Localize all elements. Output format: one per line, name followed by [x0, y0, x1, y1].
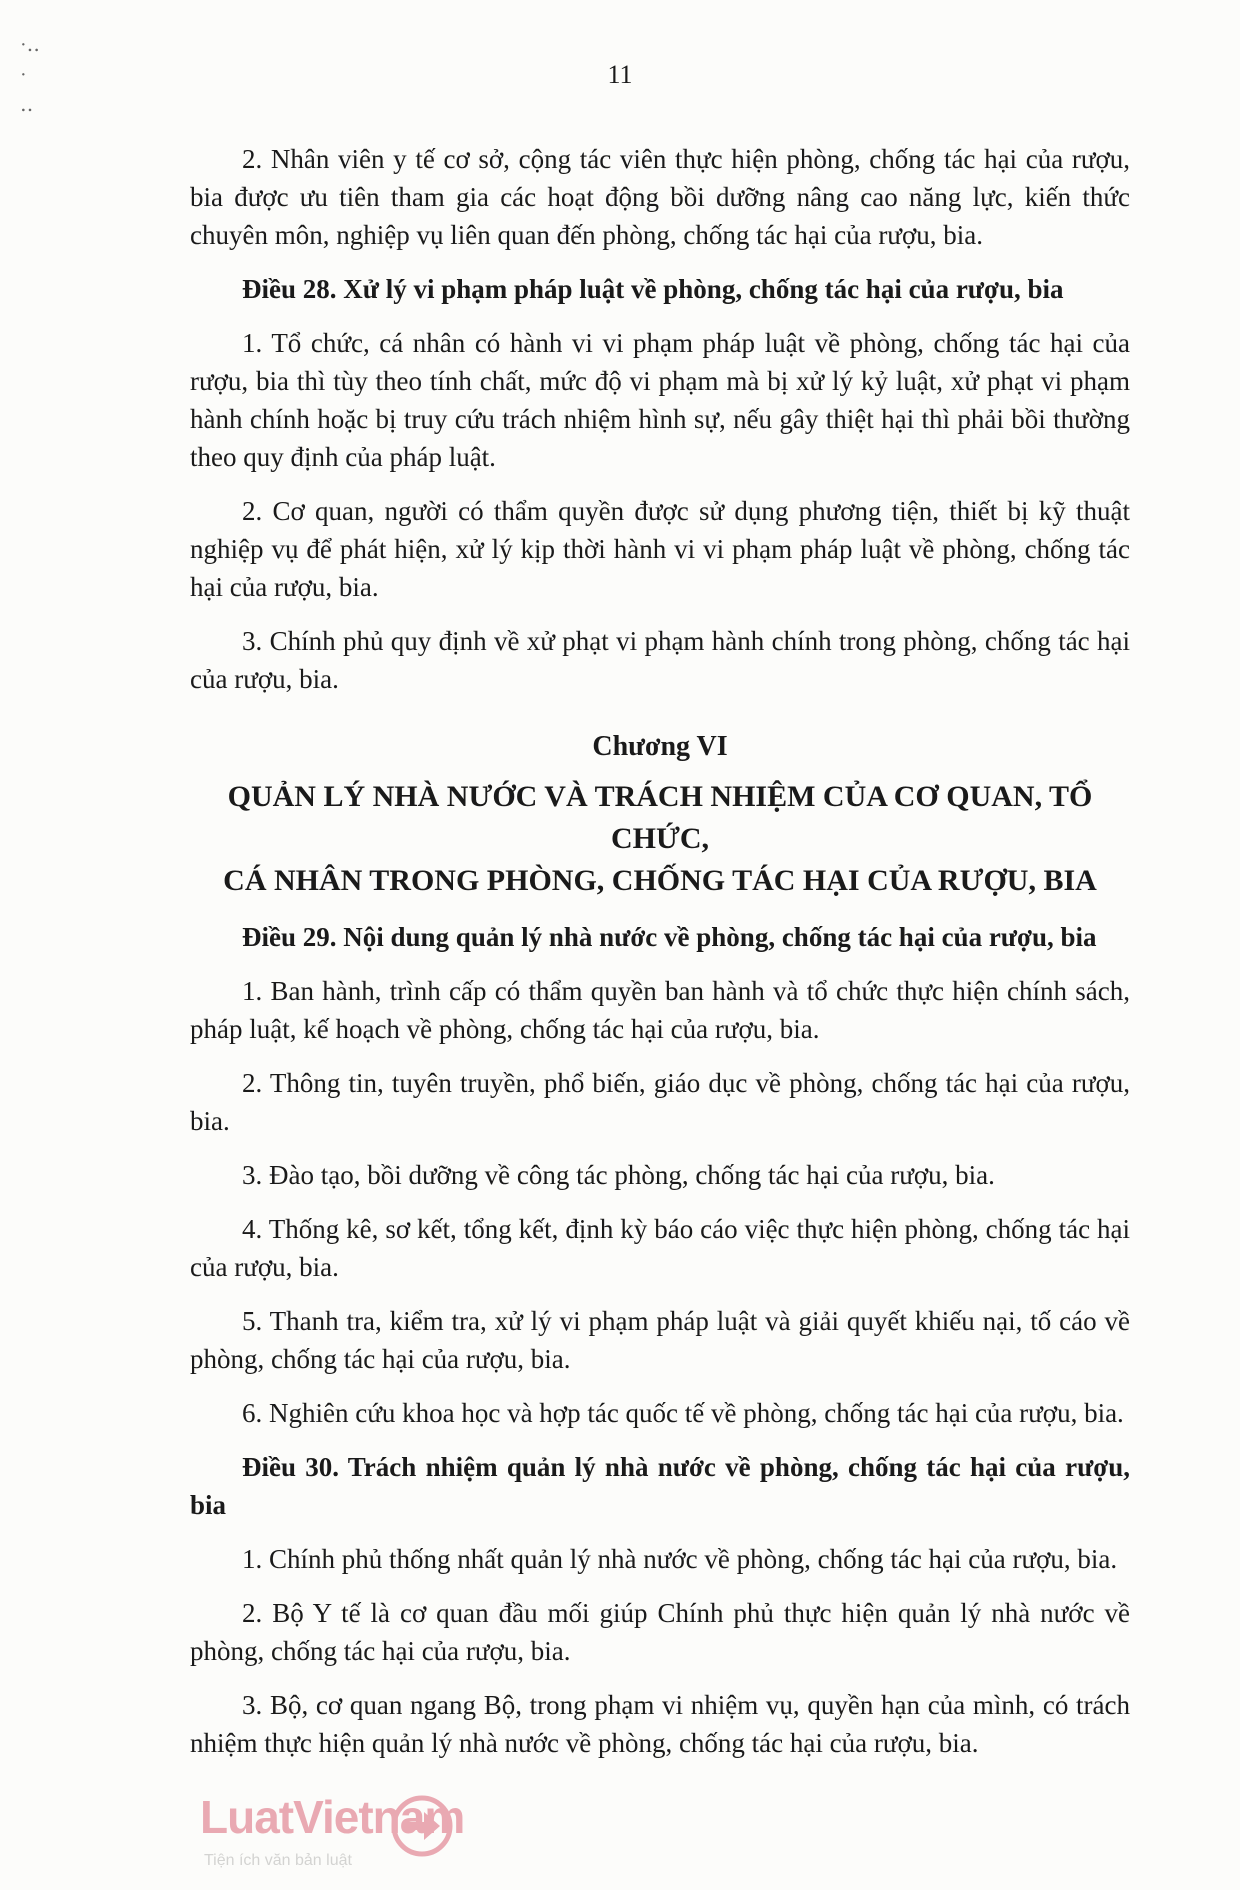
article-30-clause-3: 3. Bộ, cơ quan ngang Bộ, trong phạm vi nhiệm vụ, quyền hạn của mình, có trách nhiệm thực hiện quản lý nhà nước về phòng, chống tác hại của rượu, bia. [190, 1690, 1130, 1758]
article-29-clause-2: 2. Thông tin, tuyên truyền, phổ biến, giáo dục về phòng, chống tác hại của rượu, bia. [190, 1068, 1130, 1136]
chapter-title [190, 776, 1130, 902]
article-28-clause-3: 3. Chính phủ quy định về xử phạt vi phạm hành chính trong phòng, chống tác hại của rượu, bia. [190, 626, 1130, 694]
chapter-title-line-2: CÁ NHÂN TRONG PHÒNG, CHỐNG TÁC HẠI CỦA RƯỢU, BIA [223, 864, 1097, 897]
article-29-clause-3: 3. Đào tạo, bồi dưỡng về công tác phòng, chống tác hại của rượu, bia. [242, 1160, 995, 1190]
watermark-tagline: Tiện ích văn bản luật [204, 1852, 352, 1869]
watermark-brand: LuatVietnam [200, 1791, 465, 1843]
article-30-clause-2: 2. Bộ Y tế là cơ quan đầu mối giúp Chính phủ thực hiện quản lý nhà nước về phòng, chống tác hại của rượu, bia. [190, 1598, 1130, 1666]
article-28-heading: Điều 28. Xử lý vi phạm pháp luật về phòng, chống tác hại của rượu, bia [242, 274, 1064, 304]
arrow-icon [390, 1794, 454, 1858]
watermark-logo [200, 1790, 465, 1880]
article-28-clause-2: 2. Cơ quan, người có thẩm quyền được sử dụng phương tiện, thiết bị kỹ thuật nghiệp vụ để phát hiện, xử lý kịp thời hành vi vi phạm pháp luật về phòng, chống tác hại của rượu, bia. [190, 496, 1130, 602]
article-29-clause-4: 4. Thống kê, sơ kết, tổng kết, định kỳ báo cáo việc thực hiện phòng, chống tác hại của rượu, bia. [190, 1214, 1130, 1282]
article-29-clause-1: 1. Ban hành, trình cấp có thẩm quyền ban hành và tổ chức thực hiện chính sách, pháp luật, kế hoạch về phòng, chống tác hại của rượu, bia. [190, 976, 1130, 1044]
intro-paragraph: 2. Nhân viên y tế cơ sở, cộng tác viên thực hiện phòng, chống tác hại của rượu, bia được ưu tiên tham gia các hoạt động bồi dưỡng nâng cao năng lực, kiến thức chuyên môn, nghiệp vụ liên quan đến phòng, chống tác hại của rượu, bia. [190, 144, 1130, 250]
article-29-clause-5: 5. Thanh tra, kiểm tra, xử lý vi phạm pháp luật và giải quyết khiếu nại, tố cáo về phòng, chống tác hại của rượu, bia. [190, 1306, 1130, 1374]
page-number: 11 [607, 60, 633, 89]
article-29-clause-6: 6. Nghiên cứu khoa học và hợp tác quốc tế về phòng, chống tác hại của rượu, bia. [242, 1398, 1124, 1428]
article-28-clause-1: 1. Tổ chức, cá nhân có hành vi vi phạm pháp luật về phòng, chống tác hại của rượu, bia thì tùy theo tính chất, mức độ vi phạm mà bị xử lý kỷ luật, xử phạt vi phạm hành chính hoặc bị truy cứu trách nhiệm hình sự, nếu gây thiệt hại thì phải bồi thường theo quy định của pháp luật. [190, 328, 1130, 472]
article-30-clause-1: 1. Chính phủ thống nhất quản lý nhà nước về phòng, chống tác hại của rượu, bia. [242, 1544, 1118, 1574]
document-body [190, 140, 1130, 1778]
article-30-heading: Điều 30. Trách nhiệm quản lý nhà nước về phòng, chống tác hại của rượu, bia [190, 1452, 1130, 1520]
chapter-label: Chương VI [592, 731, 728, 762]
article-29-heading: Điều 29. Nội dung quản lý nhà nước về phòng, chống tác hại của rượu, bia [242, 922, 1097, 952]
scan-specks: ·‥ · ‥ [20, 34, 40, 116]
chapter-title-line-1: QUẢN LÝ NHÀ NƯỚC VÀ TRÁCH NHIỆM CỦA CƠ QUAN, TỔ CHỨC, [227, 780, 1093, 855]
